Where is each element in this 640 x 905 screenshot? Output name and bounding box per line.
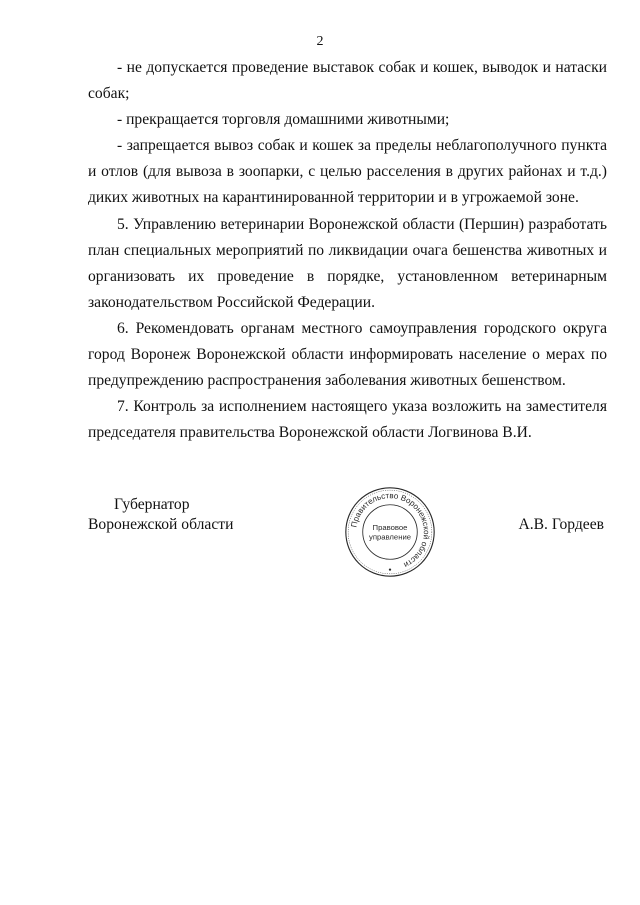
document-body: [88, 55, 607, 446]
official-stamp: [343, 485, 437, 579]
stamp-ring-textpath: Правительство Воронежской области: [349, 491, 431, 570]
stamp-center-line2: управление: [368, 532, 412, 542]
paragraph-exhibitions-ban: - не допускается проведение выставок собак и кошек, выводок и натаски собак;: [88, 59, 607, 103]
paragraph-export-ban: - запрещается вывоз собак и кошек за пределы неблагополучного пункта и отлов (для вывоза в зоопарки, с целью расселения в других районах и т.д.) диких животных на карантинированной территории и в угрожаемой зоне.: [88, 137, 607, 207]
paragraph-item-6: 6. Рекомендовать органам местного самоуправления городского округа город Воронеж Воронежской области информировать население о мерах по предупреждению распространения заболевания животных бешенством.: [88, 319, 607, 390]
signer-title-line1: Губернатор: [114, 496, 190, 513]
signature-block: [88, 491, 607, 585]
signer-name: А.В. Гордеев: [518, 516, 604, 533]
stamp-emblem-dot: [389, 568, 391, 570]
stamp-center-line1: Правовое: [372, 523, 408, 533]
paragraph-pet-trade-ban: - прекращается торговля домашними животными;: [117, 111, 450, 129]
page-number: 2: [316, 34, 324, 49]
signer-title-line2: Воронежской области: [88, 516, 234, 533]
signer-title: [88, 495, 233, 535]
paragraph-item-7: 7. Контроль за исполнением настоящего указа возложить на заместителя председателя правительства Воронежской области Логвинова В.И.: [88, 398, 607, 442]
paragraph-item-5: 5. Управлению ветеринарии Воронежской области (Першин) разработать план специальных мероприятий по ликвидации очага бешенства животных и организовать их проведение в порядке, установленном ветеринарным законодательством Российской Федерации.: [88, 215, 607, 311]
